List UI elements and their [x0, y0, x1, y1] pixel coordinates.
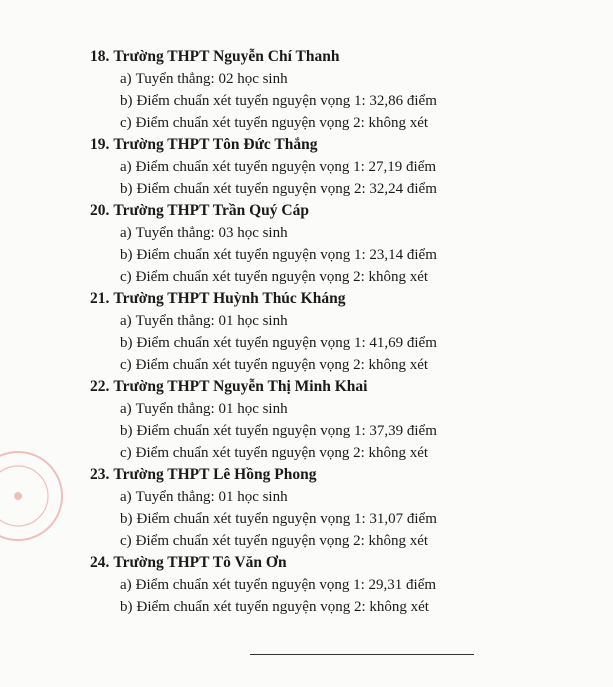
list-item — [90, 156, 510, 178]
school-name: Trường THPT Huỳnh Thúc Kháng — [113, 290, 346, 307]
item-tag: c) — [120, 445, 132, 461]
item-text: Điểm chuẩn xét tuyển nguyện vọng 2: không xét — [135, 115, 429, 131]
school-title — [90, 134, 510, 156]
item-tag: a) — [120, 313, 132, 329]
school-title — [90, 288, 510, 310]
item-text: Điểm chuẩn xét tuyển nguyện vọng 2: không xét — [135, 533, 429, 549]
item-text: Tuyển thẳng: 01 học sinh — [135, 489, 288, 505]
item-tag: a) — [120, 225, 132, 241]
item-tag: b) — [120, 335, 133, 351]
list-item — [90, 574, 510, 596]
list-item — [90, 442, 510, 464]
item-text: Tuyển thẳng: 01 học sinh — [135, 313, 288, 329]
list-item — [90, 398, 510, 420]
item-text: Tuyển thẳng: 03 học sinh — [135, 225, 288, 241]
item-text: Điểm chuẩn xét tuyển nguyện vọng 1: 32,86 điểm — [136, 93, 437, 109]
item-tag: a) — [120, 489, 132, 505]
item-tag: b) — [120, 423, 133, 439]
item-text: Điểm chuẩn xét tuyển nguyện vọng 2: không xét — [135, 357, 429, 373]
list-item — [90, 508, 510, 530]
list-item — [90, 332, 510, 354]
school-name: Trường THPT Tô Văn Ơn — [113, 554, 287, 571]
school-section — [90, 134, 510, 200]
list-item — [90, 68, 510, 90]
school-title — [90, 376, 510, 398]
item-tag: b) — [120, 93, 133, 109]
school-section — [90, 376, 510, 464]
item-tag: b) — [120, 511, 133, 527]
school-section — [90, 552, 510, 618]
school-number: 20. — [90, 202, 110, 219]
school-number: 19. — [90, 136, 110, 153]
item-tag: c) — [120, 269, 132, 285]
item-tag: b) — [120, 247, 133, 263]
item-text: Điểm chuẩn xét tuyển nguyện vọng 1: 27,19 điểm — [135, 159, 437, 175]
item-text: Điểm chuẩn xét tuyển nguyện vọng 1: 31,07 điểm — [136, 511, 437, 527]
school-title — [90, 552, 510, 574]
seal-stamp-icon — [0, 448, 66, 544]
school-name: Trường THPT Lê Hồng Phong — [113, 466, 317, 483]
list-item — [90, 266, 510, 288]
item-tag: c) — [120, 115, 132, 131]
item-text: Điểm chuẩn xét tuyển nguyện vọng 2: không xét — [135, 269, 429, 285]
item-tag: c) — [120, 357, 132, 373]
list-item — [90, 310, 510, 332]
school-list — [90, 46, 510, 618]
item-tag: a) — [120, 401, 132, 417]
school-number: 18. — [90, 48, 110, 65]
item-text: Điểm chuẩn xét tuyển nguyện vọng 2: không xét — [135, 445, 429, 461]
list-item — [90, 354, 510, 376]
list-item — [90, 112, 510, 134]
item-text: Điểm chuẩn xét tuyển nguyện vọng 1: 37,39 điểm — [136, 423, 437, 439]
school-section — [90, 464, 510, 552]
item-tag: b) — [120, 181, 133, 197]
item-tag: a) — [120, 159, 132, 175]
school-section — [90, 46, 510, 134]
item-tag: a) — [120, 577, 132, 593]
school-title — [90, 464, 510, 486]
item-text: Điểm chuẩn xét tuyển nguyện vọng 2: 32,24 điểm — [136, 181, 437, 197]
school-section — [90, 288, 510, 376]
list-item — [90, 420, 510, 442]
school-number: 24. — [90, 554, 110, 571]
school-name: Trường THPT Nguyễn Thị Minh Khai — [113, 378, 368, 395]
footer-divider — [250, 654, 474, 655]
school-name: Trường THPT Trần Quý Cáp — [113, 202, 309, 219]
list-item — [90, 222, 510, 244]
item-text: Điểm chuẩn xét tuyển nguyện vọng 1: 23,14 điểm — [136, 247, 437, 263]
school-number: 22. — [90, 378, 110, 395]
list-item — [90, 90, 510, 112]
item-text: Tuyển thẳng: 01 học sinh — [135, 401, 288, 417]
school-title — [90, 46, 510, 68]
item-tag: c) — [120, 533, 132, 549]
school-number: 21. — [90, 290, 110, 307]
list-item — [90, 178, 510, 200]
item-tag: b) — [120, 599, 133, 615]
school-name: Trường THPT Tôn Đức Thắng — [113, 136, 318, 153]
school-number: 23. — [90, 466, 110, 483]
item-text: Tuyển thẳng: 02 học sinh — [135, 71, 288, 87]
school-title — [90, 200, 510, 222]
list-item — [90, 244, 510, 266]
list-item — [90, 530, 510, 552]
item-text: Điểm chuẩn xét tuyển nguyện vọng 2: không xét — [136, 599, 429, 615]
item-text: Điểm chuẩn xét tuyển nguyện vọng 1: 29,31 điểm — [135, 577, 437, 593]
item-tag: a) — [120, 71, 132, 87]
school-name: Trường THPT Nguyễn Chí Thanh — [113, 48, 340, 65]
list-item — [90, 596, 510, 618]
list-item — [90, 486, 510, 508]
item-text: Điểm chuẩn xét tuyển nguyện vọng 1: 41,69 điểm — [136, 335, 437, 351]
school-section — [90, 200, 510, 288]
